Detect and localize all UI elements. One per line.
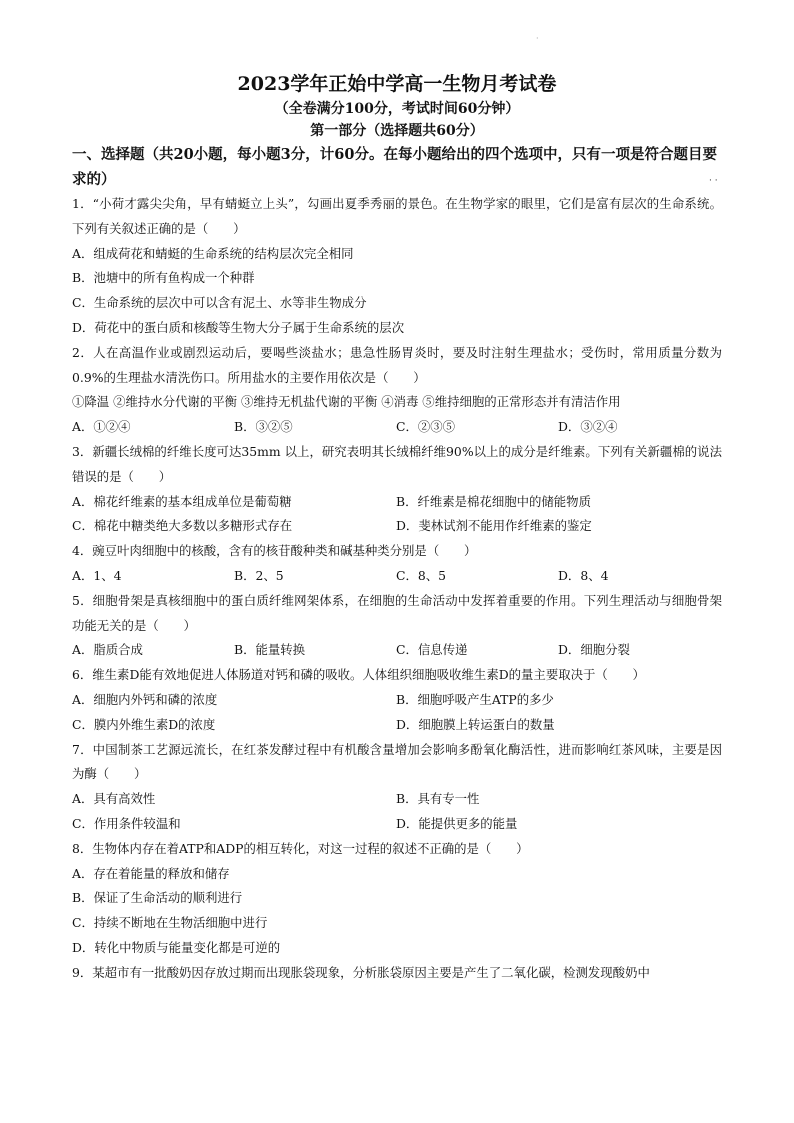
question-stem: 6．维生素D能有效地促进人体肠道对钙和磷的吸收。人体组织细胞吸收维生素D的量主要取决于（ ） — [72, 667, 645, 683]
option-b: B．池塘中的所有鱼构成一个种群 — [72, 270, 255, 286]
exam-title: 2023学年正始中学高一生物月考试卷 — [237, 73, 557, 95]
option-b: B．具有专一性 — [396, 791, 480, 807]
option-a: A．1、4 — [72, 567, 122, 583]
option-d: D．能提供更多的能量 — [396, 815, 518, 831]
question-8 — [72, 837, 722, 961]
option-c: C．持续不断地在生物活细胞中进行 — [72, 915, 268, 931]
option-d: D．细胞分裂 — [558, 642, 630, 658]
question-2 — [72, 341, 722, 440]
question-5 — [72, 589, 722, 663]
options-grid — [72, 688, 722, 738]
option-c: C．生命系统的层次中可以含有泥土、水等非生物成分 — [72, 295, 367, 311]
options-row — [72, 564, 722, 589]
option-d: D．③②④ — [558, 419, 618, 435]
option-a: A．存在着能量的释放和储存 — [72, 865, 230, 881]
exam-subtitle: （全卷满分100分，考试时间60分钟） — [274, 101, 520, 117]
options-row — [72, 638, 722, 663]
option-c: C．信息传递 — [396, 642, 468, 658]
question-7 — [72, 738, 722, 837]
question-stem: 9．某超市有一批酸奶因存放过期而出现胀袋现象，分析胀袋原因主要是产生了二氧化碳，检测发现酸奶中 — [72, 964, 650, 980]
option-c: C．膜内外维生素D的浓度 — [72, 716, 216, 732]
question-choices-list: ①降温 ②维持水分代谢的平衡 ③维持无机盐代谢的平衡 ④消毒 ⑤维持细胞的正常形态并有清洁作用 — [72, 394, 621, 410]
part-heading: 第一部分（选择题共60分） — [310, 123, 484, 139]
option-d: D．荷花中的蛋白质和核酸等生物大分子属于生命系统的层次 — [72, 319, 405, 335]
options-grid — [72, 787, 722, 837]
option-c: C．作用条件较温和 — [72, 815, 181, 831]
options-grid — [72, 490, 722, 540]
option-b: B．能量转换 — [234, 642, 306, 658]
option-b: B．2、5 — [234, 567, 284, 583]
option-d: D．斐林试剂不能用作纤维素的鉴定 — [396, 518, 592, 534]
question-stem: 2．人在高温作业或剧烈运动后，要喝些淡盐水；患急性肠胃炎时，要及时注射生理盐水；受伤时，常用质量分数为0.9%的生理盐水清洗伤口。所用盐水的主要作用依次是（ ） — [72, 344, 722, 385]
option-a: A．①②④ — [72, 419, 131, 435]
option-a: A．细胞内外钙和磷的浓度 — [72, 691, 218, 707]
option-d: D．细胞膜上转运蛋白的数量 — [396, 716, 555, 732]
question-9 — [72, 961, 722, 986]
question-stem: 7．中国制茶工艺源远流长，在红茶发酵过程中有机酸含量增加会影响多酚氧化酶活性，进而影响红茶风味，主要是因为酶（ ） — [72, 741, 722, 782]
question-6 — [72, 663, 722, 737]
question-stem: 5．细胞骨架是真核细胞中的蛋白质纤维网架体系，在细胞的生命活动中发挥着重要的作用。下列生理活动与细胞骨架功能无关的是（ ） — [72, 592, 722, 633]
option-d: D．转化中物质与能量变化都是可逆的 — [72, 939, 281, 955]
question-stem: 1．“小荷才露尖尖角，早有蜻蜓立上头”，勾画出夏季秀丽的景色。在生物学家的眼里，它们是富有层次的生命系统。下列有关叙述正确的是（ ） — [72, 196, 722, 236]
option-b: B．纤维素是棉花细胞中的储能物质 — [396, 493, 591, 509]
section-heading: 一、选择题（共20小题，每小题3分，计60分。在每小题给出的四个选项中，只有一项是符合题目要求的） — [72, 146, 717, 188]
question-stem: 4．豌豆叶肉细胞中的核酸，含有的核苷酸种类和碱基种类分别是（ ） — [72, 543, 477, 559]
option-a: A．组成荷花和蜻蜓的生命系统的结构层次完全相同 — [72, 245, 354, 261]
question-4 — [72, 539, 722, 589]
option-a: A．脂质合成 — [72, 642, 143, 658]
option-a: A．具有高效性 — [72, 791, 156, 807]
question-3 — [72, 440, 722, 539]
exam-page — [72, 70, 722, 986]
option-c: C．棉花中糖类绝大多数以多糖形式存在 — [72, 518, 293, 534]
option-a: A．棉花纤维素的基本组成单位是葡萄糖 — [72, 493, 292, 509]
stray-dots: · · — [709, 176, 718, 186]
option-c: C．②③⑤ — [396, 419, 456, 435]
option-c: C．8、5 — [396, 567, 447, 583]
option-b: B．细胞呼吸产生ATP的多少 — [396, 691, 554, 707]
corner-mark: · — [536, 34, 539, 43]
question-stem: 8．生物体内存在着ATP和ADP的相互转化，对这一过程的叙述不正确的是（ ） — [72, 840, 529, 856]
options-row — [72, 415, 722, 440]
option-b: B．保证了生命活动的顺利进行 — [72, 890, 243, 906]
question-1 — [72, 192, 722, 341]
option-b: B．③②⑤ — [234, 419, 293, 435]
question-stem: 3．新疆长绒棉的纤维长度可达35mm 以上，研究表明其长绒棉纤维90%以上的成分是纤维素。下列有关新疆棉的说法错误的是（ ） — [72, 443, 722, 484]
option-d: D．8、4 — [558, 567, 609, 583]
